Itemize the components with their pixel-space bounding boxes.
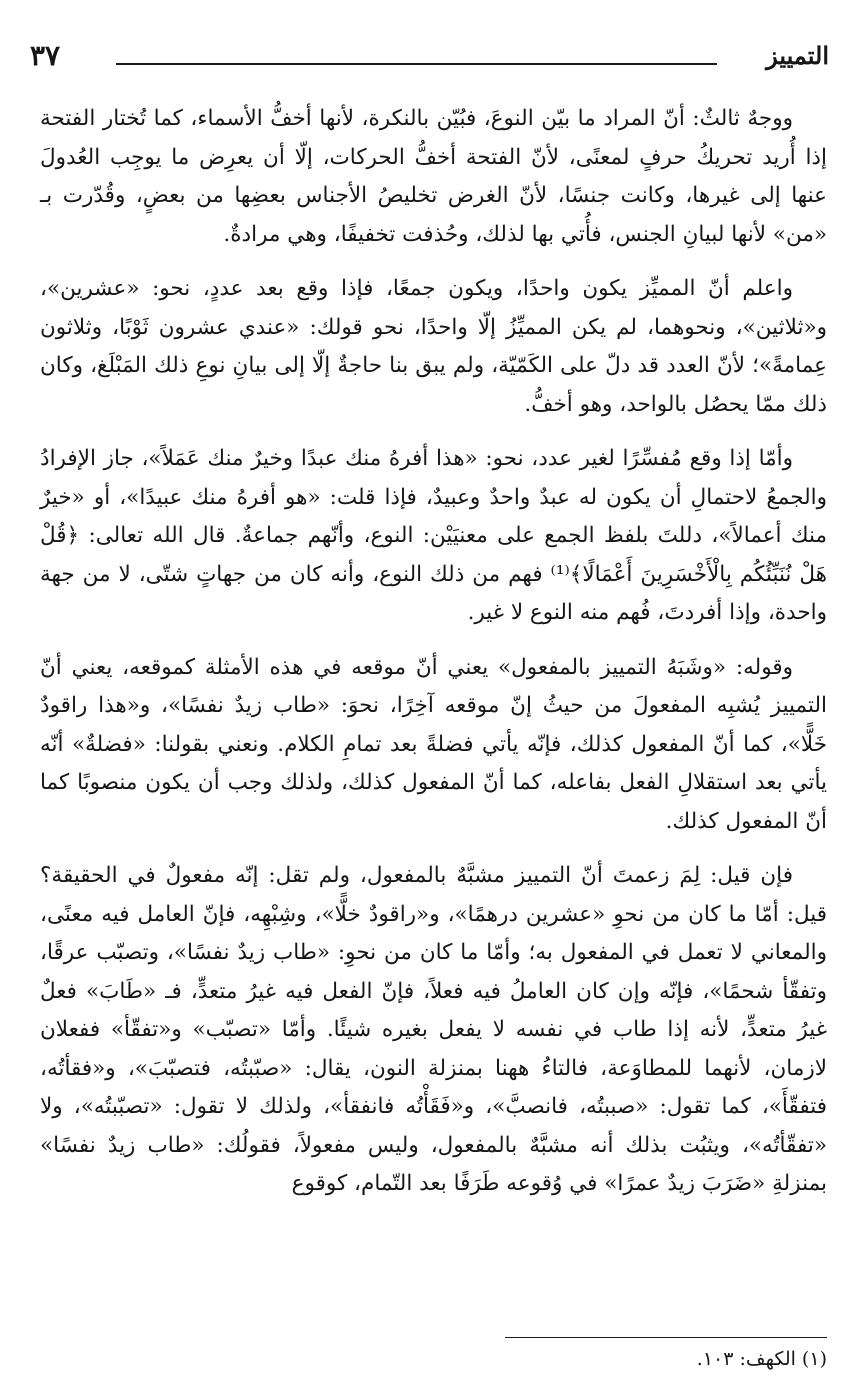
page-number: ٣٧ (30, 39, 61, 72)
paragraph-1: ووجهٌ ثالثٌ: أنّ المراد ما بيّن النوعَ، فبُيّن بالنكرة، لأنها أخفُّ الأسماء، كما تُختار الفتحة إذا أُريد تحريكُ حرفٍ لمعنًى، لأنّ الفتحة أخفُّ الحركات، إلّا أن يعرِض ما يوجِب العُدولَ عنها إلى غيرها، وكانت جنسًا، لأنّ الغرض تخليصُ الأجناس بعضِها من بعضٍ، وقُدّرت بـ «من» لأنها لبيانِ الجنس، فأُتي بها لذلك، وحُذفت تخفيفًا، وهي مرادةٌ. (40, 106, 827, 247)
footnote-rule (505, 1337, 827, 1338)
main-text (40, 100, 827, 1220)
page-header (30, 36, 829, 76)
header-rule (116, 63, 717, 65)
paragraph-4: وقوله: «وشَبَهُ التمييز بالمفعول» يعني أنّ موقعه في هذه الأمثلة كموقعه، يعني أنّ التمييز يُشبِه المفعولَ من حيثُ إنّ موقعه آخِرًا، نحوَ: «طاب زيدٌ نفسًا»، و«هذا راقودٌ خَلًّا»، كما أنّ المفعول كذلك، فإنّه يأتي فضلةً بعد تمامِ الكلام. ونعني بقولنا: «فضلةٌ» أنّه يأتي بعد استقلالِ الفعل بفاعله، كما أنّ المفعول كذلك، ولذلك وجب أن يكون منصوبًا كما أنّ المفعول كذلك. (40, 654, 827, 834)
running-title: التمييز (766, 41, 829, 70)
paragraph-2: واعلم أنّ المميِّز يكون واحدًا، ويكون جمعًا، فإذا وقع بعد عددٍ، نحو: «عشرين»، و«ثلاثين»، ونحوهما، لم يكن المميِّزُ إلّا واحدًا، نحو قولك: «عندي عشرون ثَوْبًا، وثلاثون عِمامةً»؛ لأنّ العدد قد دلّ على الكَمّيّة، ولم يبق بنا حاجةٌ إلّا إلى بيانِ نوعِ ذلك المَبْلَغ، وكان ذلك ممّا يحصُل بالواحد، وهو أخفُّ. (40, 276, 827, 417)
footnote: (١) الكهف: ١٠٣. (696, 1348, 827, 1370)
paragraph-3: وأمّا إذا وقع مُفسِّرًا لغير عدد، نحو: «هذا أفرهُ منك عبدًا وخيرٌ منك عَمَلاً»، جاز الإفرادُ والجمعُ لاحتمالِ أن يكون له عبدٌ واحدٌ وعبيدٌ، فإذا قلت: «هو أفرهُ منك عبيدًا»، أو «خيرٌ منك أعمالاً»، دللتَ بلفظ الجمع على معنيَيْن: النوع، وأنّهم جماعةٌ. قال الله تعالى: ﴿قُلْ هَلْ نُنَبِّئُكُم بِالْأَخْسَرِينَ أَعْمَالًا﴾⁽¹⁾ فهم من ذلك النوع، وأنه كان من جهاتٍ شتّى، لا من جهة واحدة، وإذا أفردتَ، فُهم منه النوع لا غير. (40, 446, 827, 625)
paragraph-5: فإن قيل: لِمَ زعمتَ أنّ التمييز مشبَّهٌ بالمفعول، ولم تقل: إنّه مفعولٌ في الحقيقة؟ قيل: أمّا ما كان من نحوِ «عشرين درهمًا»، و«راقودٌ خلًّا»، وشِبْهِه، فإنّ العامل فيه معنًى، والمعاني لا تعمل في المفعول به؛ وأمّا ما كان من نحوِ: «طاب زيدٌ نفسًا»، وتصبّب عرقًا، وتفقّأ شحمًا»، فإنّه وإن كان العاملُ فيه فعلاً، فإنّ الفعل فيه غيرُ متعدٍّ، فـ «طَابَ» فعلٌ غيرُ متعدٍّ، لأنه إذا طاب في نفسه لا يفعل بغيره شيئًا. وأمّا «تصبّب» و«تفقّأ» ففعلان لازمان، لأنهما للمطاوَعة، فالتاءُ ههنا بمنزلة النون، يقال: «صبّبتُه، فتصبّبَ»، و«فقأتُه، فتفقّأَ»، كما تقول: «صببتُه، فانصبَّ»، و«فَقَأْتُه فانفقأ»، ولذلك لا تقول: «تصبّبتُه»، ولا «تفقّأتُه»، ويثبُت بذلك أنه مشبَّهٌ بالمفعول، وليس مفعولاً، فقولُك: «طاب زيدٌ نفسًا» بمنزلةِ «ضَرَبَ زيدٌ عمرًا» في وُقوعه طَرَفًا بعد التّمام، كوقوع (40, 863, 827, 1196)
